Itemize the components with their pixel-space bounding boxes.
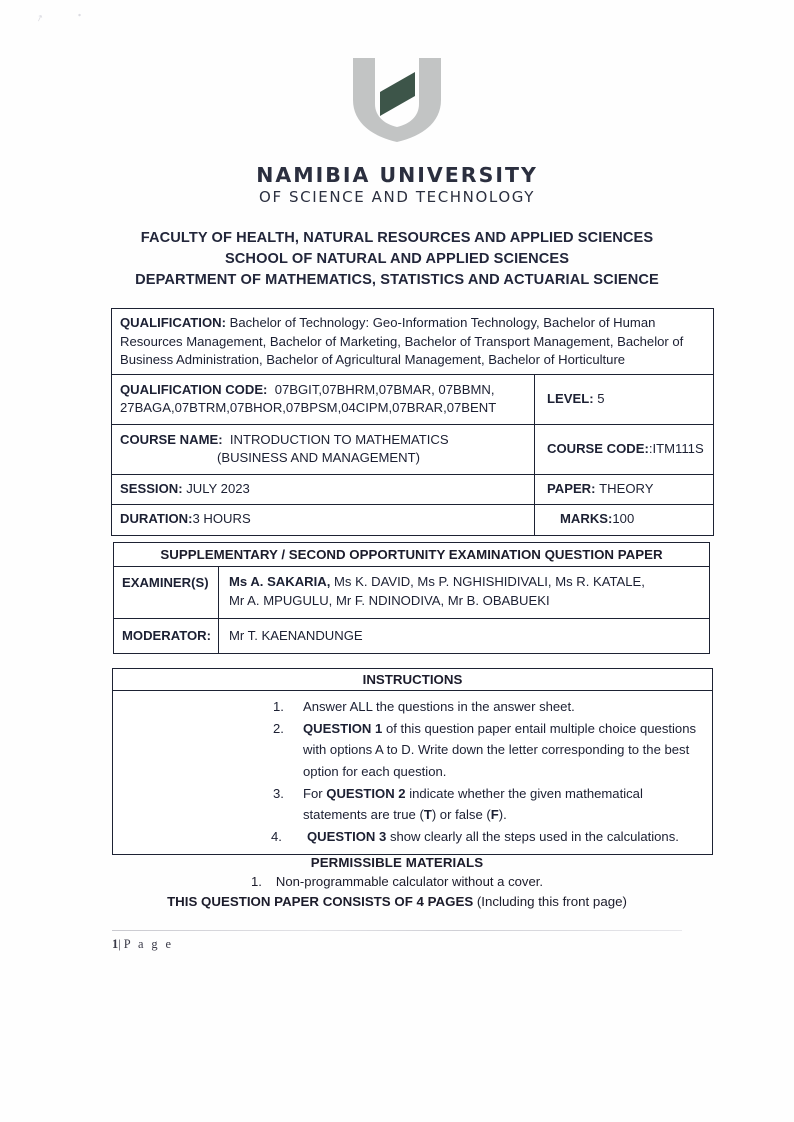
course-name-line2: (BUSINESS AND MANAGEMENT) xyxy=(217,450,420,466)
level-cell xyxy=(535,375,713,424)
examiner-lead: Ms A. SAKARIA, xyxy=(229,574,331,589)
moderator-value: Mr T. KAENANDUNGE xyxy=(229,627,363,643)
marks-cell xyxy=(535,505,713,535)
table-row xyxy=(112,309,713,375)
table-row xyxy=(112,475,713,505)
table-row xyxy=(112,505,713,535)
examiners-label: EXAMINER(S) xyxy=(114,567,219,618)
examiners-line2: Mr A. MPUGULU, Mr F. NDINODIVA, Mr B. OBABUEKI xyxy=(229,592,550,608)
instructions-header: INSTRUCTIONS xyxy=(362,672,463,687)
footer-page-word: P a g e xyxy=(123,937,174,951)
duration-value: 3 HOURS xyxy=(192,511,251,527)
footer-page-indicator xyxy=(112,937,173,952)
duration-label: DURATION: xyxy=(120,511,193,527)
moderator-label: MODERATOR: xyxy=(114,619,219,653)
footer-separator: | xyxy=(118,937,121,951)
instruction-item xyxy=(271,826,700,847)
instruction-item xyxy=(271,718,700,782)
instructions-table xyxy=(112,668,713,855)
table-row xyxy=(112,375,713,425)
department-line: DEPARTMENT OF MATHEMATICS, STATISTICS AND ACTUARIAL SCIENCE xyxy=(135,272,659,289)
course-code-cell: COURSE CODE: : ITM111S xyxy=(535,425,713,474)
paper-label: PAPER: xyxy=(547,480,596,496)
page-count-rest: (Including this front page) xyxy=(473,894,627,909)
instruction-text: ). xyxy=(498,807,507,823)
instruction-text: of this question paper entail multiple choice questions with options A to D. Write down the letter corresponding to the best option for each question. xyxy=(303,721,697,779)
qualification-code-cell xyxy=(112,375,535,424)
page-count-bold: THIS QUESTION PAPER CONSISTS OF 4 PAGES xyxy=(167,894,474,909)
examiners-table xyxy=(113,542,710,654)
course-name-line1: INTRODUCTION TO MATHEMATICS xyxy=(229,431,449,447)
permissible-item-text: Non-programmable calculator without a cover. xyxy=(275,874,543,889)
permissible-item-number: 1. xyxy=(250,874,262,889)
session-cell xyxy=(112,475,535,504)
table-row xyxy=(114,567,709,619)
permissible-item xyxy=(0,874,794,889)
permissible-title: PERMISSIBLE MATERIALS xyxy=(310,855,484,870)
exam-type-header: SUPPLEMENTARY / SECOND OPPORTUNITY EXAMINATION QUESTION PAPER xyxy=(160,547,663,562)
university-name-line1: NAMIBIA UNIVERSITY xyxy=(256,163,538,187)
table-row xyxy=(113,669,712,691)
instruction-emphasis: QUESTION 3 xyxy=(307,829,387,845)
duration-cell xyxy=(112,505,535,535)
qualification-code-label: QUALIFICATION CODE: xyxy=(120,381,268,397)
course-code-value: ITM111S xyxy=(652,440,704,456)
faculty-headings xyxy=(0,228,794,291)
marks-value: 100 xyxy=(612,511,635,527)
university-name xyxy=(0,163,794,207)
course-name-label: COURSE NAME: xyxy=(120,431,223,447)
instruction-emphasis: QUESTION 2 xyxy=(326,785,406,801)
examiners-rest-line1: Ms K. DAVID, Ms P. NGHISHIDIVALI, Ms R. KATALE, xyxy=(334,574,645,589)
table-row xyxy=(114,619,709,653)
instruction-emphasis: QUESTION 1 xyxy=(303,721,383,737)
level-value: 5 xyxy=(597,390,605,406)
instruction-text: ) or false ( xyxy=(431,807,491,823)
instruction-item xyxy=(271,783,700,825)
permissible-materials-section xyxy=(0,855,794,909)
qualification-code-line2: 27BAGA,07BTRM,07BHOR,07BPSM,04CIPM,07BRAR,07BENT xyxy=(120,400,497,416)
instruction-emphasis: T xyxy=(423,807,432,823)
footer-divider xyxy=(112,930,682,931)
session-label: SESSION: xyxy=(120,480,183,496)
instructions-body xyxy=(113,691,712,854)
level-label: LEVEL: xyxy=(547,390,594,406)
university-name-line2: OF SCIENCE AND TECHNOLOGY xyxy=(259,188,535,207)
marks-label: MARKS: xyxy=(560,511,613,527)
faculty-line: FACULTY OF HEALTH, NATURAL RESOURCES AND APPLIED SCIENCES xyxy=(140,230,654,246)
examiners-value xyxy=(219,567,709,618)
table-row xyxy=(114,543,709,567)
school-line: SCHOOL OF NATURAL AND APPLIED SCIENCES xyxy=(224,251,570,268)
scan-artifact: ↗ xyxy=(34,12,45,25)
instruction-text: indicate whether the given mathematical statements are true ( xyxy=(303,785,643,823)
logo-container xyxy=(0,56,794,144)
qualification-value: Bachelor of Technology: Geo-Information Technology, Bachelor of Human Resources Management, Bachelor of Marketing, Bachelor of Transport Management, Bachelor of Business Administration, Bachelor of Agricultural Management, Bachelor of Horticulture xyxy=(120,315,684,368)
instruction-emphasis: F xyxy=(490,807,499,823)
instruction-item xyxy=(271,696,700,717)
qualification-table xyxy=(111,308,714,536)
instruction-text: For xyxy=(303,785,327,801)
instructions-list xyxy=(113,696,712,847)
footer-page-number: 1 xyxy=(112,937,119,951)
table-row xyxy=(112,425,713,475)
session-value: JULY 2023 xyxy=(186,480,250,496)
qualification-code-line1: 07BGIT,07BHRM,07BMAR, 07BBMN, xyxy=(274,381,495,397)
paper-cell xyxy=(535,475,713,504)
instruction-text: show clearly all the steps used in the calculations. xyxy=(386,829,679,845)
page-count-note xyxy=(0,894,794,909)
table-row xyxy=(113,691,712,854)
nust-shield-logo xyxy=(349,56,445,144)
scan-artifact: • xyxy=(76,9,83,21)
qualification-label: QUALIFICATION: xyxy=(120,315,226,330)
course-code-label: COURSE CODE: xyxy=(547,440,649,456)
qualification-cell xyxy=(112,309,713,374)
paper-value: THEORY xyxy=(599,480,654,496)
instruction-text: Answer ALL the questions in the answer sheet. xyxy=(303,699,575,714)
course-name-cell xyxy=(112,425,535,474)
